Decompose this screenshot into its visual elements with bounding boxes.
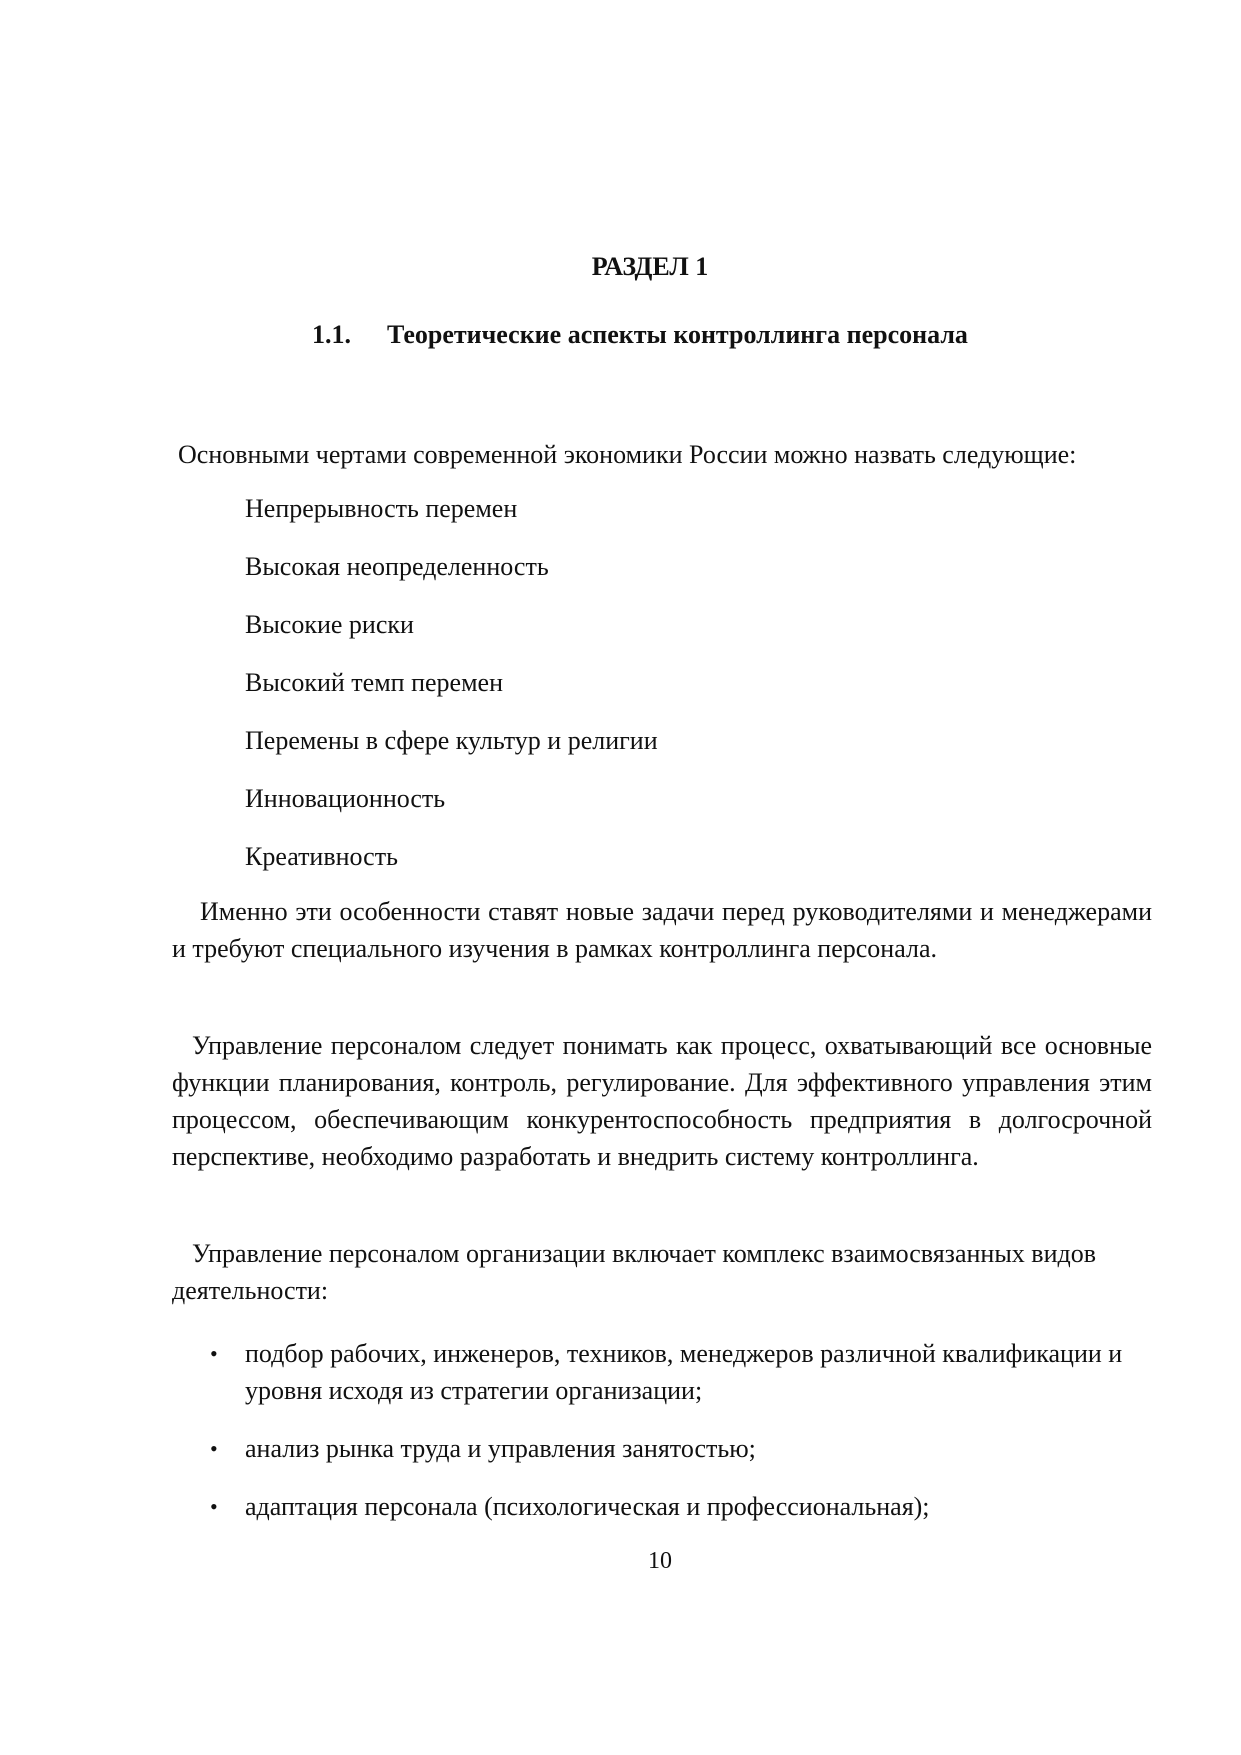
body-paragraph: Именно эти особенности ставят новые задачи перед руководителями и менеджерами и требуют специального изучения в рамках контроллинга персонала. (172, 897, 1152, 963)
features-list (245, 494, 658, 900)
bullet-icon: • (210, 1341, 218, 1366)
feature-item: Высокие риски (245, 610, 414, 639)
intro-paragraph: Основными чертами современной экономики России можно назвать следующие: (178, 440, 1077, 469)
bullet-icon: • (210, 1494, 218, 1519)
feature-item: Непрерывность перемен (245, 494, 518, 523)
activity-text: анализ рынка труда и управления занятостью; (245, 1434, 756, 1463)
activity-item (172, 1335, 1152, 1409)
feature-item: Высокий темп перемен (245, 668, 503, 697)
activity-item (172, 1430, 1152, 1467)
body-paragraph: Управление персоналом организации включает комплекс взаимосвязанных видов деятельности: (172, 1239, 1096, 1305)
activities-list (172, 1335, 1152, 1546)
subsection-number: 1.1. (312, 320, 351, 349)
subsection-title: Теоретические аспекты контроллинга персонала (387, 320, 968, 349)
page-number: 10 (648, 1548, 672, 1574)
activity-item (172, 1488, 1152, 1525)
section-title: РАЗДЕЛ 1 (591, 252, 709, 281)
body-paragraph: Управление персоналом следует понимать как процесс, охватывающий все основные функции планирования, контроль, регулирование. Для эффективного управления этим процессом, обеспечивающим конкурентоспособность предприятия в долгосрочной перспективе, необходимо разработать и внедрить систему контроллинга. (172, 1031, 1152, 1171)
feature-item: Инновационность (245, 784, 446, 813)
bullet-icon: • (210, 1436, 218, 1461)
activity-text: подбор рабочих, инженеров, техников, менеджеров различной квалификации и уровня исходя из стратегии организации; (245, 1339, 1123, 1405)
subsection-heading (312, 320, 968, 350)
activity-text: адаптация персонала (психологическая и профессиональная); (245, 1492, 930, 1521)
feature-item: Высокая неопределенность (245, 552, 549, 581)
feature-item: Перемены в сфере культур и религии (245, 726, 658, 755)
feature-item: Креативность (245, 842, 398, 871)
